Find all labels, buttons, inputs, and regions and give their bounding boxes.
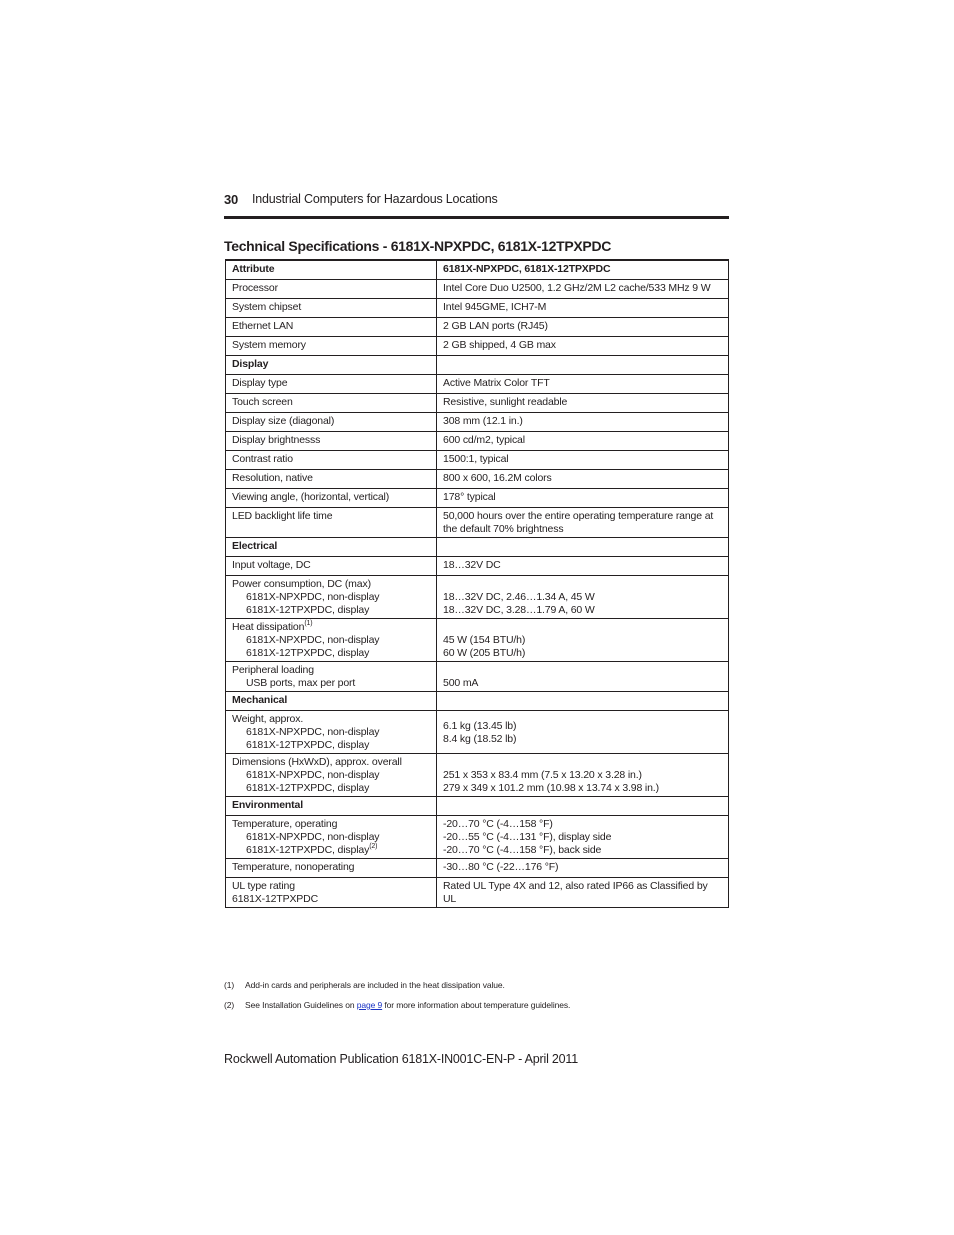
value-line: 500 mA bbox=[443, 677, 479, 689]
row-label: Temperature, nonoperating bbox=[226, 859, 437, 878]
row-value: 2 GB shipped, 4 GB max bbox=[437, 337, 729, 356]
value-line: -20…55 °C (-4…131 °F), display side bbox=[443, 831, 612, 843]
row-value: 178° typical bbox=[437, 489, 729, 508]
row-label: System chipset bbox=[226, 299, 437, 318]
table-row bbox=[226, 859, 729, 878]
row-label: Display size (diagonal) bbox=[226, 413, 437, 432]
table-row bbox=[226, 394, 729, 413]
row-sublabel: USB ports, max per port bbox=[246, 677, 356, 689]
value-line: -20…70 °C (-4…158 °F) bbox=[443, 818, 553, 830]
table-row bbox=[226, 337, 729, 356]
row-value: Active Matrix Color TFT bbox=[437, 375, 729, 394]
section-row-electrical bbox=[226, 538, 729, 557]
page-number: 30 bbox=[224, 192, 239, 207]
row-value bbox=[437, 576, 729, 619]
value-line: -20…70 °C (-4…158 °F), back side bbox=[443, 844, 602, 856]
row-sublabel: 6181X-12TPXPDC, display bbox=[246, 739, 370, 751]
row-label: Display brightnesss bbox=[226, 432, 437, 451]
row-value: 1500:1, typical bbox=[437, 451, 729, 470]
row-label-main: Dimensions (HxWxD), approx. overall bbox=[232, 756, 402, 768]
value-line: the default 70% brightness bbox=[443, 523, 564, 535]
publication-footer: Rockwell Automation Publication 6181X-IN001C-EN-P - April 2011 bbox=[224, 1052, 578, 1066]
empty-cell bbox=[437, 538, 729, 557]
row-value: 18…32V DC bbox=[437, 557, 729, 576]
footnote-text-after: for more information about temperature guidelines. bbox=[382, 1000, 571, 1010]
row-label: Input voltage, DC bbox=[226, 557, 437, 576]
footnote-ref-2: (2) bbox=[369, 842, 378, 850]
section-heading: Environmental bbox=[226, 797, 437, 816]
row-label-text: Heat dissipation bbox=[232, 621, 305, 633]
row-sublabel: 6181X-NPXPDC, non-display bbox=[246, 634, 380, 646]
empty-cell bbox=[437, 692, 729, 711]
row-label: LED backlight life time bbox=[226, 508, 437, 538]
table-row bbox=[226, 878, 729, 908]
table-row bbox=[226, 280, 729, 299]
table-row bbox=[226, 299, 729, 318]
row-label-main: UL type rating bbox=[232, 880, 295, 892]
table-row bbox=[226, 662, 729, 692]
row-label-main bbox=[232, 621, 430, 634]
section-title: Technical Specifications - 6181X-NPXPDC, 6181X-12TPXPDC bbox=[224, 238, 612, 254]
table-row bbox=[226, 451, 729, 470]
row-label: Processor bbox=[226, 280, 437, 299]
row-label bbox=[226, 576, 437, 619]
row-value bbox=[437, 878, 729, 908]
row-value bbox=[437, 754, 729, 797]
table-row bbox=[226, 619, 729, 662]
row-label bbox=[226, 878, 437, 908]
row-sublabel: 6181X-12TPXPDC, display bbox=[246, 647, 370, 659]
column-header-model: 6181X-NPXPDC, 6181X-12TPXPDC bbox=[437, 260, 729, 280]
table-row bbox=[226, 318, 729, 337]
row-sublabel bbox=[232, 844, 430, 857]
value-line: 18…32V DC, 3.28…1.79 A, 60 W bbox=[443, 604, 595, 616]
table-row bbox=[226, 576, 729, 619]
value-line: 279 x 349 x 101.2 mm (10.98 x 13.74 x 3.98 in.) bbox=[443, 782, 659, 794]
row-label-main: Weight, approx. bbox=[232, 713, 304, 725]
row-label: Viewing angle, (horizontal, vertical) bbox=[226, 489, 437, 508]
table-row bbox=[226, 557, 729, 576]
footnote-2 bbox=[224, 1000, 570, 1010]
row-value: 2 GB LAN ports (RJ45) bbox=[437, 318, 729, 337]
table-row bbox=[226, 711, 729, 754]
row-value: -30…80 °C (-22…176 °F) bbox=[437, 859, 729, 878]
spec-table bbox=[225, 259, 729, 908]
row-sublabel: 6181X-12TPXPDC, display bbox=[246, 782, 370, 794]
row-label: Display type bbox=[226, 375, 437, 394]
table-row bbox=[226, 470, 729, 489]
section-row-display bbox=[226, 356, 729, 375]
row-label bbox=[226, 816, 437, 859]
row-sublabel: 6181X-NPXPDC, non-display bbox=[246, 591, 380, 603]
table-header-row bbox=[226, 260, 729, 280]
row-value: 308 mm (12.1 in.) bbox=[437, 413, 729, 432]
empty-cell bbox=[437, 356, 729, 375]
table-row bbox=[226, 432, 729, 451]
row-value: Intel 945GME, ICH7-M bbox=[437, 299, 729, 318]
row-value: 600 cd/m2, typical bbox=[437, 432, 729, 451]
table-row bbox=[226, 489, 729, 508]
row-sublabel: 6181X-12TPXPDC, display bbox=[246, 604, 370, 616]
row-sublabel: 6181X-12TPXPDC bbox=[232, 893, 319, 905]
row-label bbox=[226, 619, 437, 662]
column-header-attribute: Attribute bbox=[226, 260, 437, 280]
row-label: Touch screen bbox=[226, 394, 437, 413]
row-label-main: Power consumption, DC (max) bbox=[232, 578, 371, 590]
value-line: 50,000 hours over the entire operating temperature range at bbox=[443, 510, 714, 522]
section-heading: Electrical bbox=[226, 538, 437, 557]
table-row bbox=[226, 508, 729, 538]
section-row-mechanical bbox=[226, 692, 729, 711]
footnote-number: (2) bbox=[224, 1000, 235, 1010]
footnote-1 bbox=[224, 980, 505, 990]
row-label bbox=[226, 754, 437, 797]
row-value: 800 x 600, 16.2M colors bbox=[437, 470, 729, 489]
row-value bbox=[437, 508, 729, 538]
row-label: Contrast ratio bbox=[226, 451, 437, 470]
row-label bbox=[226, 662, 437, 692]
row-label bbox=[226, 711, 437, 754]
value-line: 18…32V DC, 2.46…1.34 A, 45 W bbox=[443, 591, 595, 603]
row-sublabel: 6181X-NPXPDC, non-display bbox=[246, 769, 380, 781]
value-line: 45 W (154 BTU/h) bbox=[443, 634, 526, 646]
footnote-number: (1) bbox=[224, 980, 235, 990]
row-label: Resolution, native bbox=[226, 470, 437, 489]
page-header bbox=[224, 192, 729, 219]
row-value: Intel Core Duo U2500, 1.2 GHz/2M L2 cache/533 MHz 9 W bbox=[437, 280, 729, 299]
row-label: Ethernet LAN bbox=[226, 318, 437, 337]
row-sublabel: 6181X-NPXPDC, non-display bbox=[246, 726, 380, 738]
footnote-text-before: See Installation Guidelines on bbox=[245, 1000, 357, 1010]
table-row bbox=[226, 816, 729, 859]
table-row bbox=[226, 754, 729, 797]
row-sublabel: 6181X-NPXPDC, non-display bbox=[246, 831, 380, 843]
value-line: 8.4 kg (18.52 lb) bbox=[443, 732, 517, 745]
value-line: 251 x 353 x 83.4 mm (7.5 x 13.20 x 3.28 in.) bbox=[443, 769, 642, 781]
row-value bbox=[437, 711, 729, 754]
row-value: Resistive, sunlight readable bbox=[437, 394, 729, 413]
value-line: 6.1 kg (13.45 lb) bbox=[443, 719, 517, 732]
footnote-ref-1: (1) bbox=[304, 619, 313, 627]
row-label-main: Peripheral loading bbox=[232, 664, 314, 676]
header-title: Industrial Computers for Hazardous Locations bbox=[252, 192, 498, 206]
page-9-link[interactable]: page 9 bbox=[356, 1000, 383, 1010]
value-line: 60 W (205 BTU/h) bbox=[443, 647, 526, 659]
section-heading: Mechanical bbox=[226, 692, 437, 711]
table-row bbox=[226, 375, 729, 394]
section-row-environmental bbox=[226, 797, 729, 816]
row-value bbox=[437, 619, 729, 662]
value-line: Rated UL Type 4X and 12, also rated IP66 as Classified by UL bbox=[443, 880, 708, 905]
row-sublabel-text: 6181X-12TPXPDC, display bbox=[246, 844, 370, 856]
table-row bbox=[226, 413, 729, 432]
row-value bbox=[437, 662, 729, 692]
empty-cell bbox=[437, 797, 729, 816]
row-label: System memory bbox=[226, 337, 437, 356]
footnote-text: Add-in cards and peripherals are included in the heat dissipation value. bbox=[245, 980, 505, 990]
section-heading: Display bbox=[226, 356, 437, 375]
row-value bbox=[437, 816, 729, 859]
row-label-main: Temperature, operating bbox=[232, 818, 338, 830]
